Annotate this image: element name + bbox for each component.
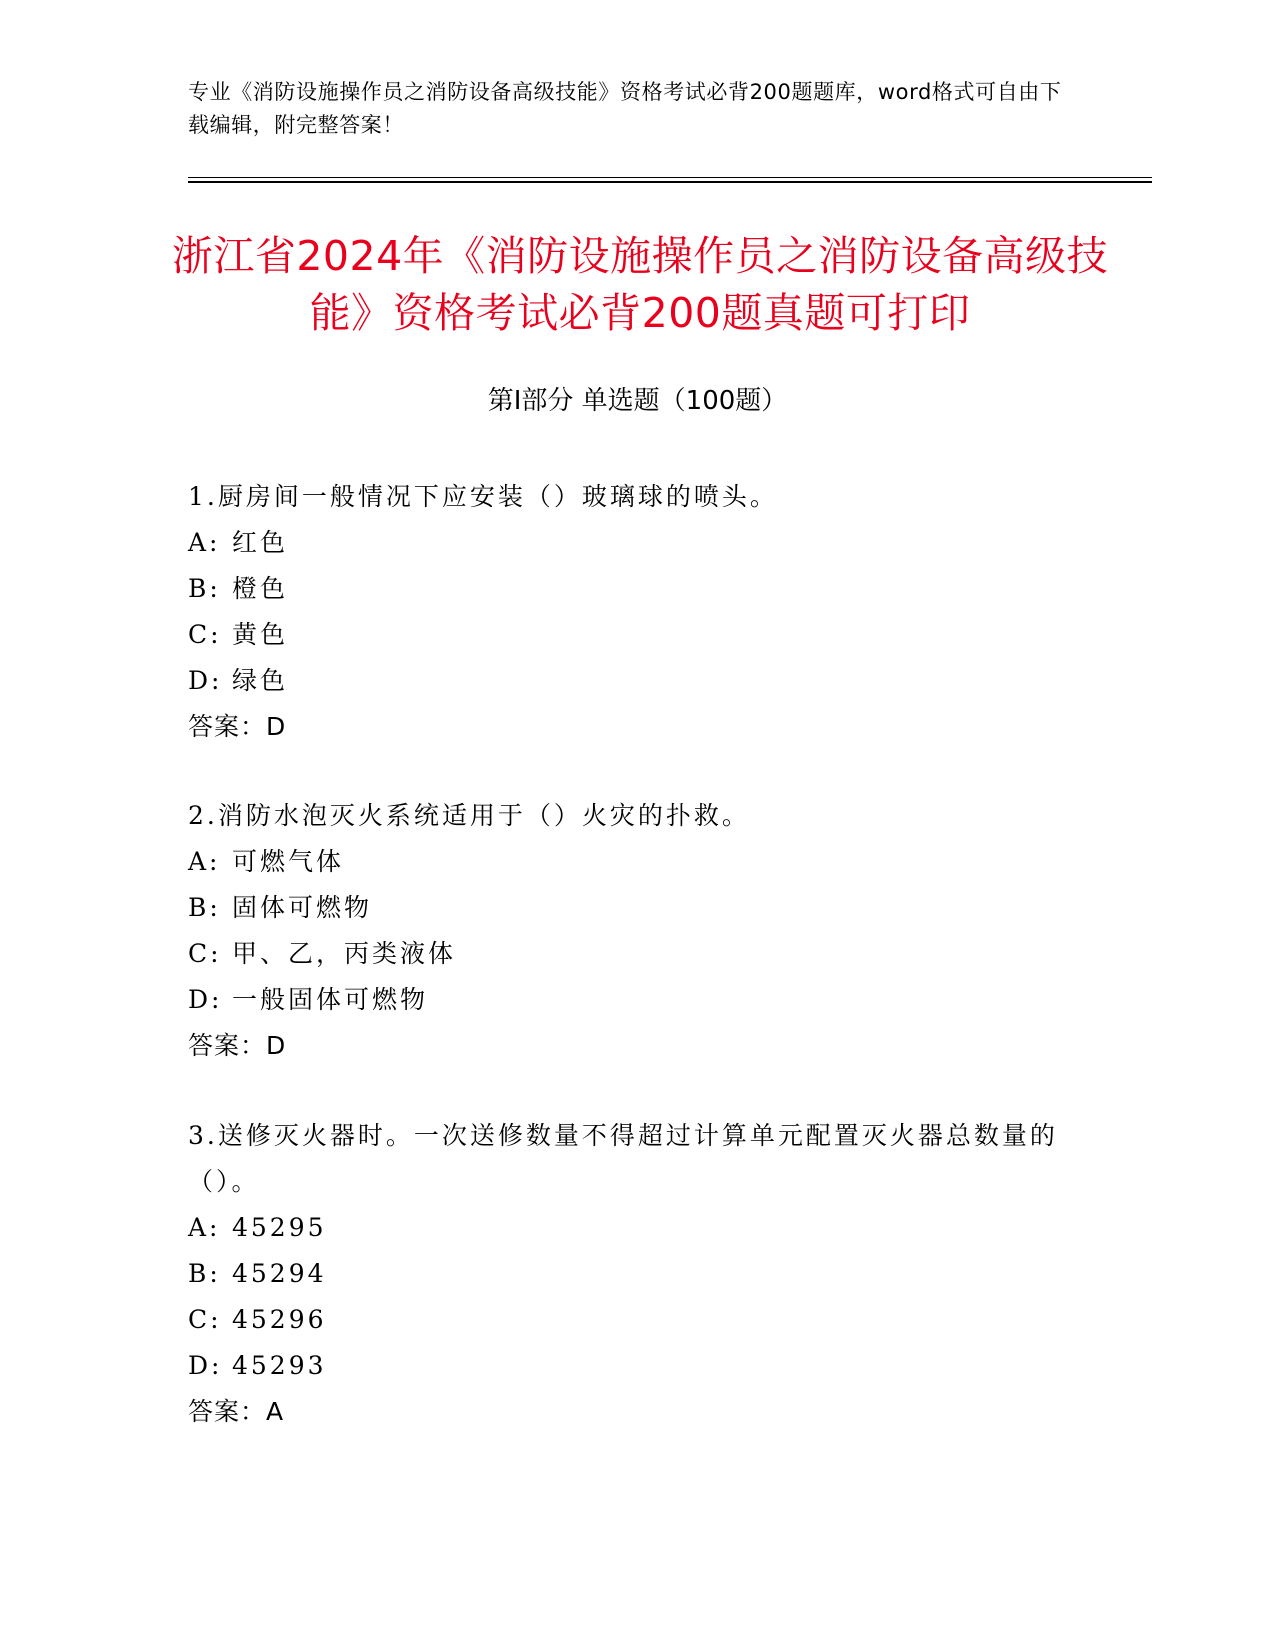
- option-b: [188, 566, 1088, 612]
- document-title: 浙江省2024年《消防设施操作员之消防设备高级技能》资格考试必背200题真题可打印: [171, 232, 1109, 337]
- option-key: D:: [188, 1351, 223, 1380]
- header-note: 专业《消防设施操作员之消防设备高级技能》资格考试必背200题题库，word格式可自由下载编辑，附完整答案！: [188, 80, 1062, 137]
- option-b: [188, 1251, 1088, 1297]
- option-text: 绿色: [232, 666, 289, 695]
- header-divider-thick: [188, 181, 1152, 183]
- option-text: 甲、乙，丙类液体: [232, 939, 457, 968]
- question-2: [188, 793, 1088, 1069]
- option-key: B:: [188, 893, 221, 922]
- option-key: A:: [188, 847, 221, 876]
- option-text: 橙色: [232, 574, 289, 603]
- answer: 答案：A: [188, 1397, 285, 1426]
- option-a: [188, 1205, 1088, 1251]
- option-text: 黄色: [232, 620, 289, 649]
- question-1: [188, 474, 1088, 750]
- option-key: D:: [188, 985, 223, 1014]
- question-text: 3.送修灭火器时。一次送修数量不得超过计算单元配置灭火器总数量的（）。: [188, 1121, 1058, 1196]
- answer: 答案：D: [188, 712, 287, 741]
- option-text: 45295: [232, 1213, 327, 1242]
- option-text: 45294: [232, 1259, 327, 1288]
- option-key: A:: [188, 528, 221, 557]
- option-c: [188, 1297, 1088, 1343]
- option-key: D:: [188, 666, 223, 695]
- option-key: B:: [188, 574, 221, 603]
- option-b: [188, 885, 1088, 931]
- option-c: [188, 931, 1088, 977]
- option-text: 45293: [232, 1351, 327, 1380]
- option-text: 一般固体可燃物: [232, 985, 429, 1014]
- option-d: [188, 658, 1088, 704]
- option-key: B:: [188, 1259, 221, 1288]
- option-c: [188, 612, 1088, 658]
- option-key: C:: [188, 620, 222, 649]
- option-d: [188, 977, 1088, 1023]
- header-divider-thin: [188, 177, 1152, 178]
- option-key: A:: [188, 1213, 221, 1242]
- option-text: 红色: [232, 528, 289, 557]
- question-3: [188, 1113, 1088, 1435]
- question-text: 2.消防水泡灭火系统适用于（）火灾的扑救。: [188, 801, 750, 830]
- option-text: 固体可燃物: [232, 893, 373, 922]
- section-title: 第I部分 单选题（100题）: [487, 386, 788, 416]
- option-a: [188, 839, 1088, 885]
- option-key: C:: [188, 1305, 222, 1334]
- option-key: C:: [188, 939, 222, 968]
- answer: 答案：D: [188, 1031, 287, 1060]
- option-d: [188, 1343, 1088, 1389]
- option-text: 45296: [232, 1305, 327, 1334]
- option-a: [188, 520, 1088, 566]
- option-text: 可燃气体: [232, 847, 345, 876]
- question-text: 1.厨房间一般情况下应安装（）玻璃球的喷头。: [188, 482, 778, 511]
